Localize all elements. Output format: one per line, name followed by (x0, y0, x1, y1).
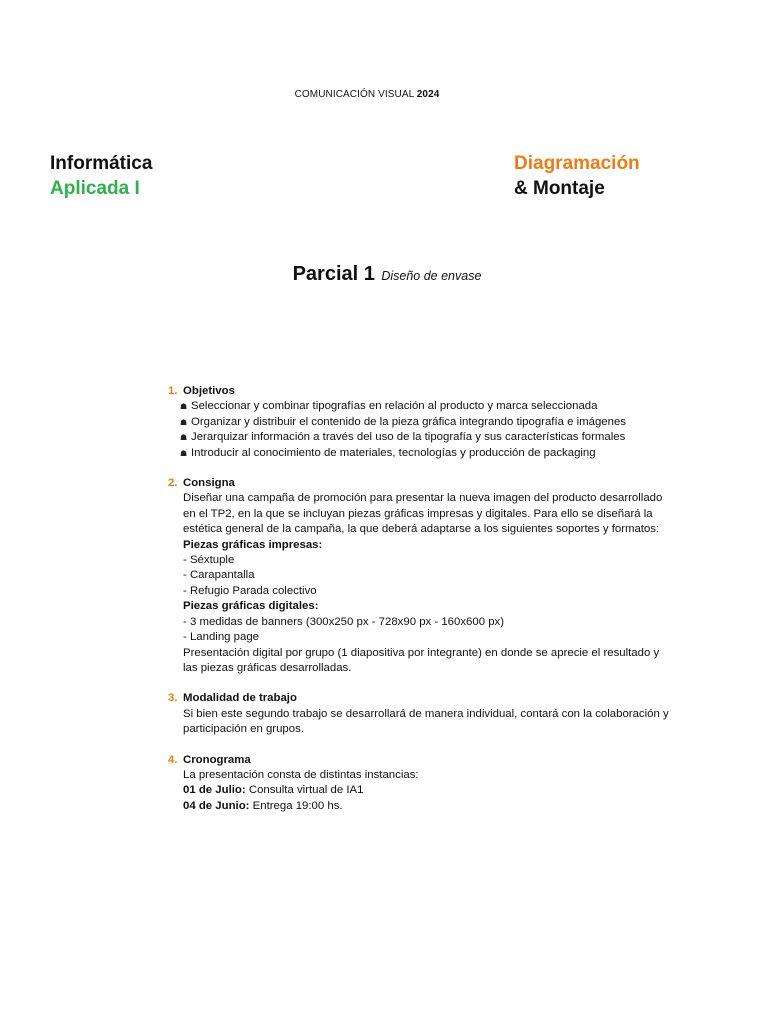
subheading-impresas: Piezas gráficas impresas: (183, 538, 323, 551)
schedule-date: 04 de Junio: (183, 799, 250, 812)
list-item: - Landing page (183, 631, 260, 644)
document-body (168, 384, 688, 814)
subheading-digitales: Piezas gráficas digitales: (183, 600, 319, 613)
exam-title (0, 263, 768, 286)
section-title: Objetivos (183, 385, 235, 397)
cronograma-body (168, 768, 688, 814)
bullet-icon: ☗ (180, 448, 188, 458)
paragraph-line: en el TP2, en la que se incluyan piezas gráficas impresas y digitales. Para ello se diseñará la (183, 507, 653, 520)
objectives-list (168, 399, 688, 461)
bullet-icon: ☗ (180, 417, 188, 427)
section-number: 4. (168, 753, 178, 766)
list-item-text: Introducir al conocimiento de materiales, tecnologías y producción de packaging (191, 446, 596, 459)
subject-right-line2: & Montaje (514, 178, 605, 199)
list-item-text: Organizar y distribuir el contenido de la pieza gráfica integrando tipografía e imágenes (191, 415, 626, 428)
subject-left-line1: Informática (50, 153, 153, 174)
course-year: 2024 (416, 89, 440, 100)
list-item-text: Seleccionar y combinar tipografías en relación al producto y marca seleccionada (191, 400, 598, 413)
section-modalidad (168, 691, 688, 737)
subject-right (514, 151, 640, 201)
paragraph-line: las piezas gráficas desarrolladas. (183, 661, 352, 674)
paragraph-line: La presentación consta de distintas instancias: (183, 768, 419, 781)
section-heading (168, 691, 688, 706)
section-number: 1. (168, 385, 178, 397)
section-heading (168, 384, 688, 399)
list-item (180, 446, 688, 461)
subject-right-line1: Diagramación (514, 153, 640, 174)
bullet-icon: ☗ (180, 402, 188, 412)
section-heading (168, 476, 688, 491)
paragraph-line: Presentación digital por grupo (1 diapositiva por integrante) en donde se aprecie el resultado y (183, 646, 660, 659)
list-item (180, 430, 688, 445)
subject-left-line2: Aplicada I (50, 178, 140, 199)
section-number: 3. (168, 692, 178, 705)
bullet-icon: ☗ (180, 433, 188, 443)
list-item: - Séxtuple (183, 554, 235, 567)
schedule-entry (183, 783, 688, 798)
schedule-entry (183, 799, 688, 814)
paragraph-line: Diseñar una campaña de promoción para presentar la nueva imagen del producto desarrollado (183, 492, 663, 505)
schedule-date: 01 de Julio: (183, 784, 246, 797)
section-heading (168, 753, 688, 768)
paragraph-line: participación en grupos. (183, 723, 304, 736)
list-item-text: Jerarquizar información a través del uso de la tipografía y sus características formales (191, 431, 626, 444)
exam-title-main: Parcial 1 (292, 263, 375, 285)
paragraph-line: Si bien este segundo trabajo se desarrollará de manera individual, contará con la colaboración y (183, 707, 669, 720)
section-number: 2. (168, 477, 178, 490)
exam-subtitle: Diseño de envase (381, 269, 482, 283)
section-cronograma (168, 753, 688, 815)
schedule-text: Consulta virtual de IA1 (245, 784, 364, 797)
modalidad-body (168, 707, 688, 738)
list-item: - Carapantalla (183, 569, 255, 582)
consigna-body (168, 491, 688, 676)
list-item: - 3 medidas de banners (300x250 px - 728x90 px - 160x600 px) (183, 615, 505, 628)
section-consigna (168, 476, 688, 676)
section-title: Modalidad de trabajo (183, 692, 297, 705)
course-label: COMUNICACIÓN VISUAL (294, 89, 417, 100)
list-item: - Refugio Parada colectivo (183, 584, 317, 597)
paragraph-line: estética general de la campaña, la que deberá adaptarse a los siguientes soportes y formatos: (183, 523, 660, 536)
list-item (180, 415, 688, 430)
course-header (0, 89, 734, 100)
list-item (180, 399, 688, 414)
subject-left (50, 151, 152, 201)
schedule-text: Entrega 19:00 hs. (249, 799, 343, 812)
section-title: Cronograma (183, 753, 251, 766)
section-objetivos (168, 384, 688, 461)
section-title: Consigna (183, 477, 235, 490)
